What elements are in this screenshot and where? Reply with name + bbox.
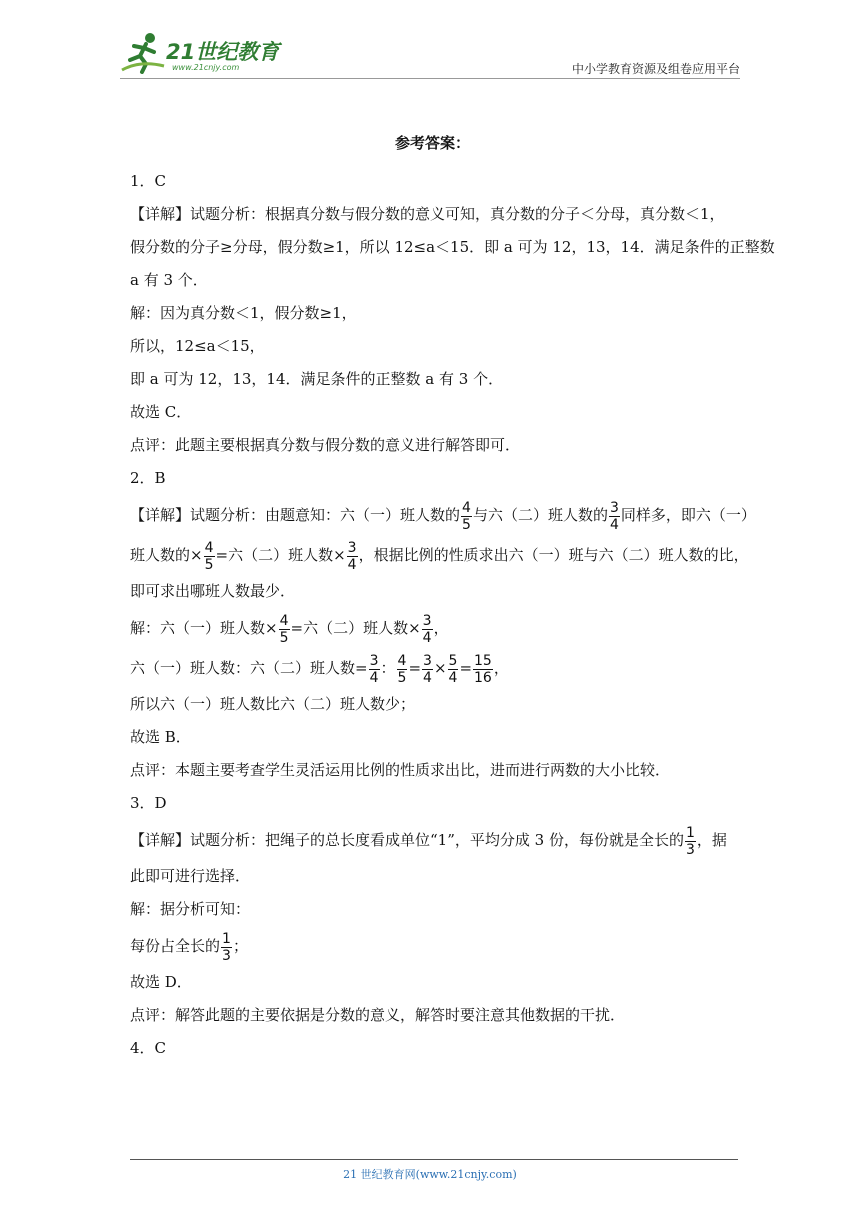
fraction-denominator: 16 (474, 669, 492, 686)
fraction-numerator: 1 (685, 824, 695, 841)
q3-choice: 故选 D． (130, 973, 192, 991)
fraction-denominator: 5 (397, 669, 407, 686)
page-title: 参考答案： (394, 134, 470, 152)
fraction-numerator: 4 (462, 499, 471, 516)
fraction-numerator: 3 (423, 652, 432, 669)
text-segment: ， (433, 619, 449, 637)
fraction (461, 501, 472, 532)
fraction-denominator: 4 (609, 516, 619, 533)
text-segment: = (408, 659, 422, 677)
q2-number: 2．B (130, 469, 166, 487)
text-segment: ， (493, 659, 509, 677)
logo-url: www.21cnjy.com (172, 63, 240, 72)
text-segment: 六（一）班人数：六（二）班人数= (130, 659, 368, 677)
q2-detail-line-1 (130, 495, 756, 535)
q4-number: 4．C (130, 1039, 167, 1057)
q1-solution-line-3: 即 a 可为 12，13，14．满足条件的正整数 a 有 3 个． (130, 370, 504, 388)
logo-text: 21世纪教育 (166, 40, 280, 64)
text-segment: 同样多，即六（一） (620, 506, 756, 524)
q1-choice: 故选 C． (130, 403, 192, 421)
text-segment: ： (380, 659, 396, 677)
text-segment: 每份占全长的 (130, 937, 221, 955)
fraction-denominator: 4 (423, 669, 432, 686)
fraction-denominator: 4 (347, 556, 357, 573)
text-segment: ，据 (696, 831, 727, 849)
fraction-numerator: 3 (422, 612, 432, 629)
text-segment: 班人数的× (130, 546, 203, 564)
text-segment: ，根据比例的性质求出六（一）班与六（二）班人数的比， (358, 546, 749, 564)
fraction-denominator: 4 (448, 669, 458, 686)
fraction-numerator: 3 (609, 499, 619, 516)
fraction (422, 654, 433, 685)
fraction (609, 501, 620, 532)
text-segment: = (459, 659, 473, 677)
fraction (397, 654, 408, 685)
fraction (279, 614, 290, 645)
q3-solution-line-2 (130, 926, 735, 966)
q3-number: 3．D (130, 794, 167, 812)
q3-detail-line-2: 此即可进行选择． (130, 867, 251, 885)
text-segment: =六（二）班人数× (215, 546, 346, 564)
text-segment: 【详解】试题分析：把绳子的总长度看成单位“1”，平均分成 3 份，每份就是全长的 (130, 831, 684, 849)
fraction (448, 654, 459, 685)
q1-solution-line-1: 解：因为真分数＜1，假分数≥1， (130, 304, 357, 322)
fraction-denominator: 4 (369, 669, 379, 686)
logo (120, 30, 290, 78)
fraction-numerator: 4 (204, 539, 214, 556)
page-header (120, 30, 740, 80)
fraction-denominator: 3 (222, 947, 231, 964)
fraction-numerator: 15 (474, 652, 492, 669)
text-segment: × (433, 659, 447, 677)
q1-solution-line-2: 所以，12≤a＜15， (130, 337, 265, 355)
q2-solution-line-1 (130, 608, 735, 648)
q1-detail-line-1: 【详解】试题分析：根据真分数与假分数的意义可知，真分数的分子＜分母，真分数＜1， (130, 205, 725, 223)
text-segment: 【详解】试题分析：由题意知：六（一）班人数的 (130, 506, 461, 524)
fraction-numerator: 3 (369, 652, 379, 669)
header-slogan: 中小学教育资源及组卷应用平台 (571, 62, 740, 76)
q2-choice: 故选 B． (130, 728, 191, 746)
q3-solution-line-1: 解：据分析可知： (130, 900, 251, 918)
text-segment: 解：六（一）班人数× (130, 619, 278, 637)
fraction (347, 541, 358, 572)
header-divider (120, 78, 740, 79)
q2-comment: 点评：本题主要考查学生灵活运用比例的性质求出比，进而进行两数的大小比较． (130, 761, 671, 779)
q2-solution-line-2 (130, 648, 735, 688)
q2-solution-line-3: 所以六（一）班人数比六（二）班人数少； (130, 695, 416, 713)
text-segment: =六（二）班人数× (290, 619, 421, 637)
fraction (685, 826, 696, 857)
fraction-numerator: 5 (448, 652, 458, 669)
fraction-denominator: 4 (422, 629, 432, 646)
fraction (422, 614, 433, 645)
q3-comment: 点评：解答此题的主要依据是分数的意义，解答时要注意其他数据的干扰． (130, 1006, 626, 1024)
text-segment: ； (232, 937, 248, 955)
text-segment: 与六（二）班人数的 (472, 506, 608, 524)
q2-detail-line-2 (130, 535, 749, 575)
q1-detail-line-2: 假分数的分子≥分母，假分数≥1，所以 12≤a＜15．即 a 可为 12，13，14．满足条件的正整数 (130, 238, 775, 256)
runner-logo-icon (120, 30, 168, 74)
page-footer[interactable]: 21 世纪教育网(www.21cnjy.com) (343, 1168, 517, 1181)
fraction-denominator: 3 (685, 841, 695, 858)
q1-number: 1．C (130, 172, 167, 190)
fraction (369, 654, 380, 685)
fraction-denominator: 5 (279, 629, 289, 646)
fraction (221, 932, 232, 963)
q3-detail-line-1 (130, 820, 735, 860)
fraction-numerator: 3 (347, 539, 357, 556)
q1-comment: 点评：此题主要根据真分数与假分数的意义进行解答即可． (130, 436, 521, 454)
footer-divider (130, 1159, 738, 1160)
q2-detail-line-3: 即可求出哪班人数最少． (130, 582, 296, 600)
answer-content (130, 132, 775, 1065)
fraction (473, 654, 493, 685)
fraction-numerator: 4 (397, 652, 407, 669)
fraction-denominator: 5 (204, 556, 214, 573)
q1-detail-line-3: a 有 3 个． (130, 271, 208, 289)
fraction-denominator: 5 (462, 516, 471, 533)
fraction-numerator: 1 (222, 930, 231, 947)
fraction-numerator: 4 (279, 612, 289, 629)
fraction (204, 541, 215, 572)
